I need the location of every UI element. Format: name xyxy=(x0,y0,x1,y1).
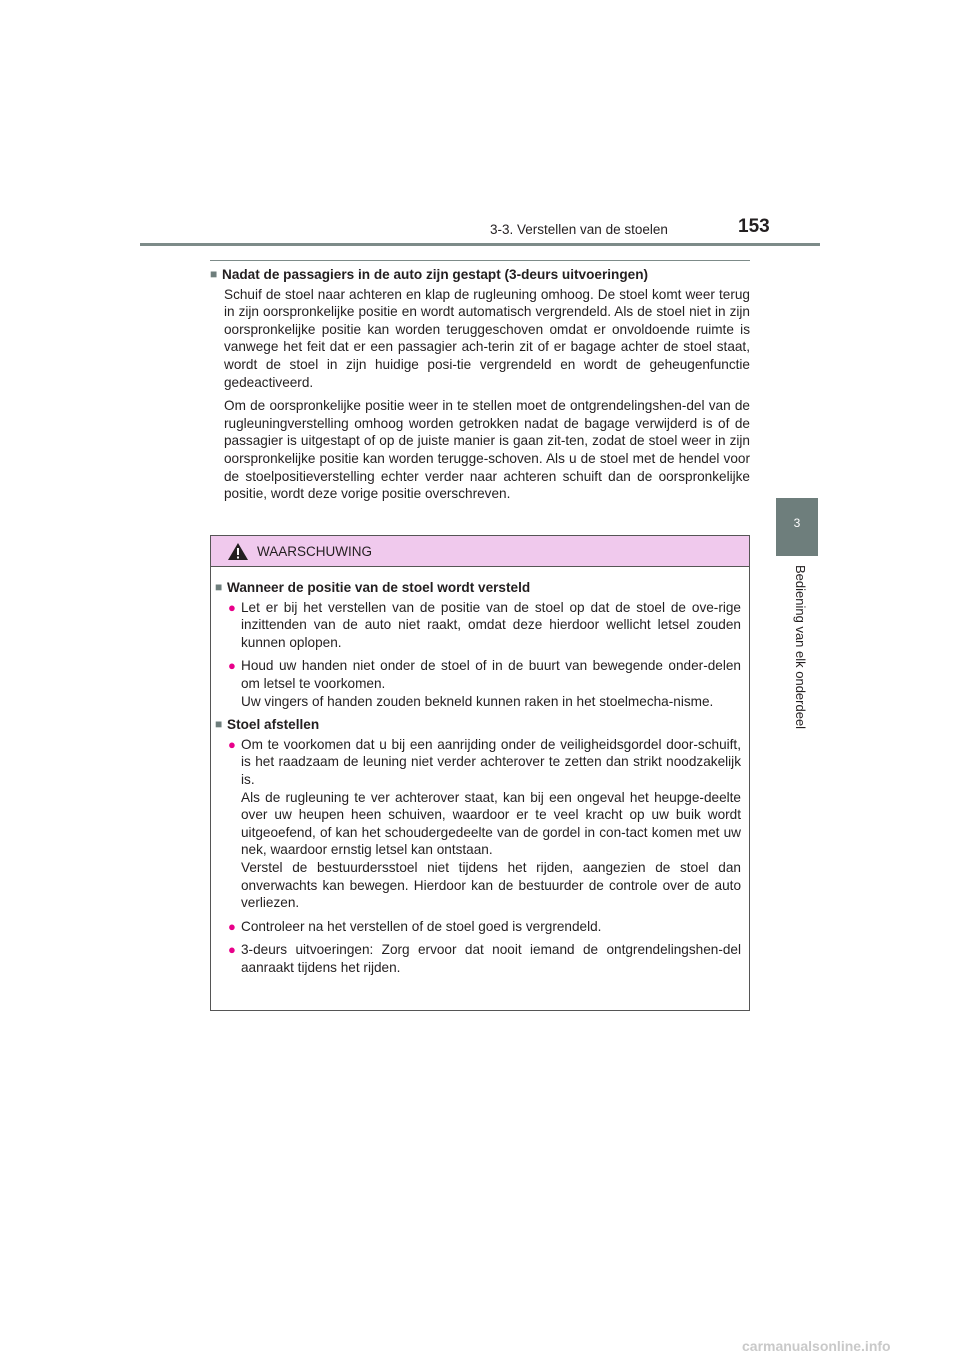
warning-heading xyxy=(215,716,741,734)
list-item-text xyxy=(241,736,741,912)
list-line: Uw vingers of handen zouden bekneld kunnen raken in het stoelmecha-nisme. xyxy=(241,693,714,709)
warning-title: WAARSCHUWING xyxy=(257,543,372,559)
list-line: Houd uw handen niet onder de stoel of in de buurt van bewegende onder-delen om letsel te voorkomen. xyxy=(241,658,741,691)
list-item xyxy=(228,599,741,652)
chapter-number: 3 xyxy=(793,516,801,530)
section-title: 3-3. Verstellen van de stoelen xyxy=(490,222,668,237)
header-rule xyxy=(140,243,820,246)
pink-dot-icon: ● xyxy=(228,736,236,752)
warning-header xyxy=(211,536,749,567)
list-line: Als de rugleuning te ver achterover staat, kan bij een ongeval het heupge-deelte over uw heupen heen schuiven, waardoor er te veel kracht op uw buik wordt uitgeoefend, of kan het schoudergedeelte van de gordel in con-tact komen met uw nek, waardoor ernstig letsel kan ontstaan. xyxy=(241,789,741,858)
list-item-text: 3-deurs uitvoeringen: Zorg ervoor dat nooit iemand de ontgrendelingshen-del aanraakt tijdens het rijden. xyxy=(241,942,741,975)
chapter-tab xyxy=(776,498,818,556)
list-item xyxy=(228,918,741,936)
content-rule xyxy=(210,260,750,261)
square-bullet-icon: ■ xyxy=(215,717,223,732)
pink-dot-icon: ● xyxy=(228,658,236,674)
warning-triangle-icon xyxy=(227,542,249,561)
list-item xyxy=(228,657,741,710)
watermark: carmanualsonline.info xyxy=(742,1338,891,1354)
page-number: 153 xyxy=(738,216,770,237)
list-item-text: Let er bij het verstellen van de positie van de stoel op dat de stoel de ove-rige inzittenden van de auto niet raakt, omdat deze hierdoor wellicht letsel zouden kunnen oplopen. xyxy=(241,599,741,650)
warning-heading xyxy=(215,579,741,597)
list-item-text: Controleer na het verstellen of de stoel goed is vergrendeld. xyxy=(241,918,602,934)
section-heading xyxy=(210,266,750,284)
list-line: Om te voorkomen dat u bij een aanrijding onder de veiligheidsgordel door-schuift, is het raadzaam de leuning niet verder achterover te zetten dan strikt noodzakelijk is. xyxy=(241,736,741,787)
list-item-text xyxy=(241,657,741,710)
warning-heading-text: Stoel afstellen xyxy=(227,717,320,733)
list-item xyxy=(228,941,741,976)
warning-body xyxy=(211,567,749,976)
section-passenger-entry xyxy=(210,266,750,509)
warning-heading-text: Wanneer de positie van de stoel wordt versteld xyxy=(227,580,531,595)
pink-dot-icon: ● xyxy=(228,599,236,615)
square-bullet-icon: ■ xyxy=(215,580,223,594)
warning-box xyxy=(210,535,750,1011)
list-line: Verstel de bestuurdersstoel niet tijdens het rijden, aangezien de stoel dan onverwachts kan bewegen. Hierdoor kan de bestuurder de controle over de auto verliezen. xyxy=(241,859,741,911)
chapter-title: Bediening van elk onderdeel xyxy=(793,565,808,730)
pink-dot-icon: ● xyxy=(228,942,236,958)
paragraph: Om de oorspronkelijke positie weer in te stellen moet de ontgrendelingshen-del van de rugleuningverstelling omhoog worden getrokken nadat de bagage verwijderd is of de passagier is uitgestapt of op de juiste manier is gaan zit-ten, zodat de stoel weer in zijn oorspronkelijke positie kan worden terugge-schoven. Als u de stoel met de hendel voor de stoelpositieverstelling echter verder naar achteren schuift dan de oorspronkelijke positie, wordt deze vorige positie overschreven. xyxy=(224,398,750,502)
square-bullet-icon: ■ xyxy=(210,267,218,281)
list-item xyxy=(228,736,741,912)
section-heading-text: Nadat de passagiers in de auto zijn gestapt (3-deurs uitvoeringen) xyxy=(222,267,649,282)
paragraph: Schuif de stoel naar achteren en klap de rugleuning omhoog. De stoel komt weer terug in zijn oorspronkelijke positie en wordt automatisch vergrendeld. Als de stoel niet in zijn oorspronkelijke positie kan worden teruggeschoven omdat er onvoldoende ruimte is vanwege het feit dat er een passagier ach-terin zit of er bagage achter de stoel staat, wordt de stoel in zijn huidige posi-tie vergrendeld en wordt de geheugenfunctie gedeactiveerd. xyxy=(224,286,750,390)
pink-dot-icon: ● xyxy=(228,918,236,934)
